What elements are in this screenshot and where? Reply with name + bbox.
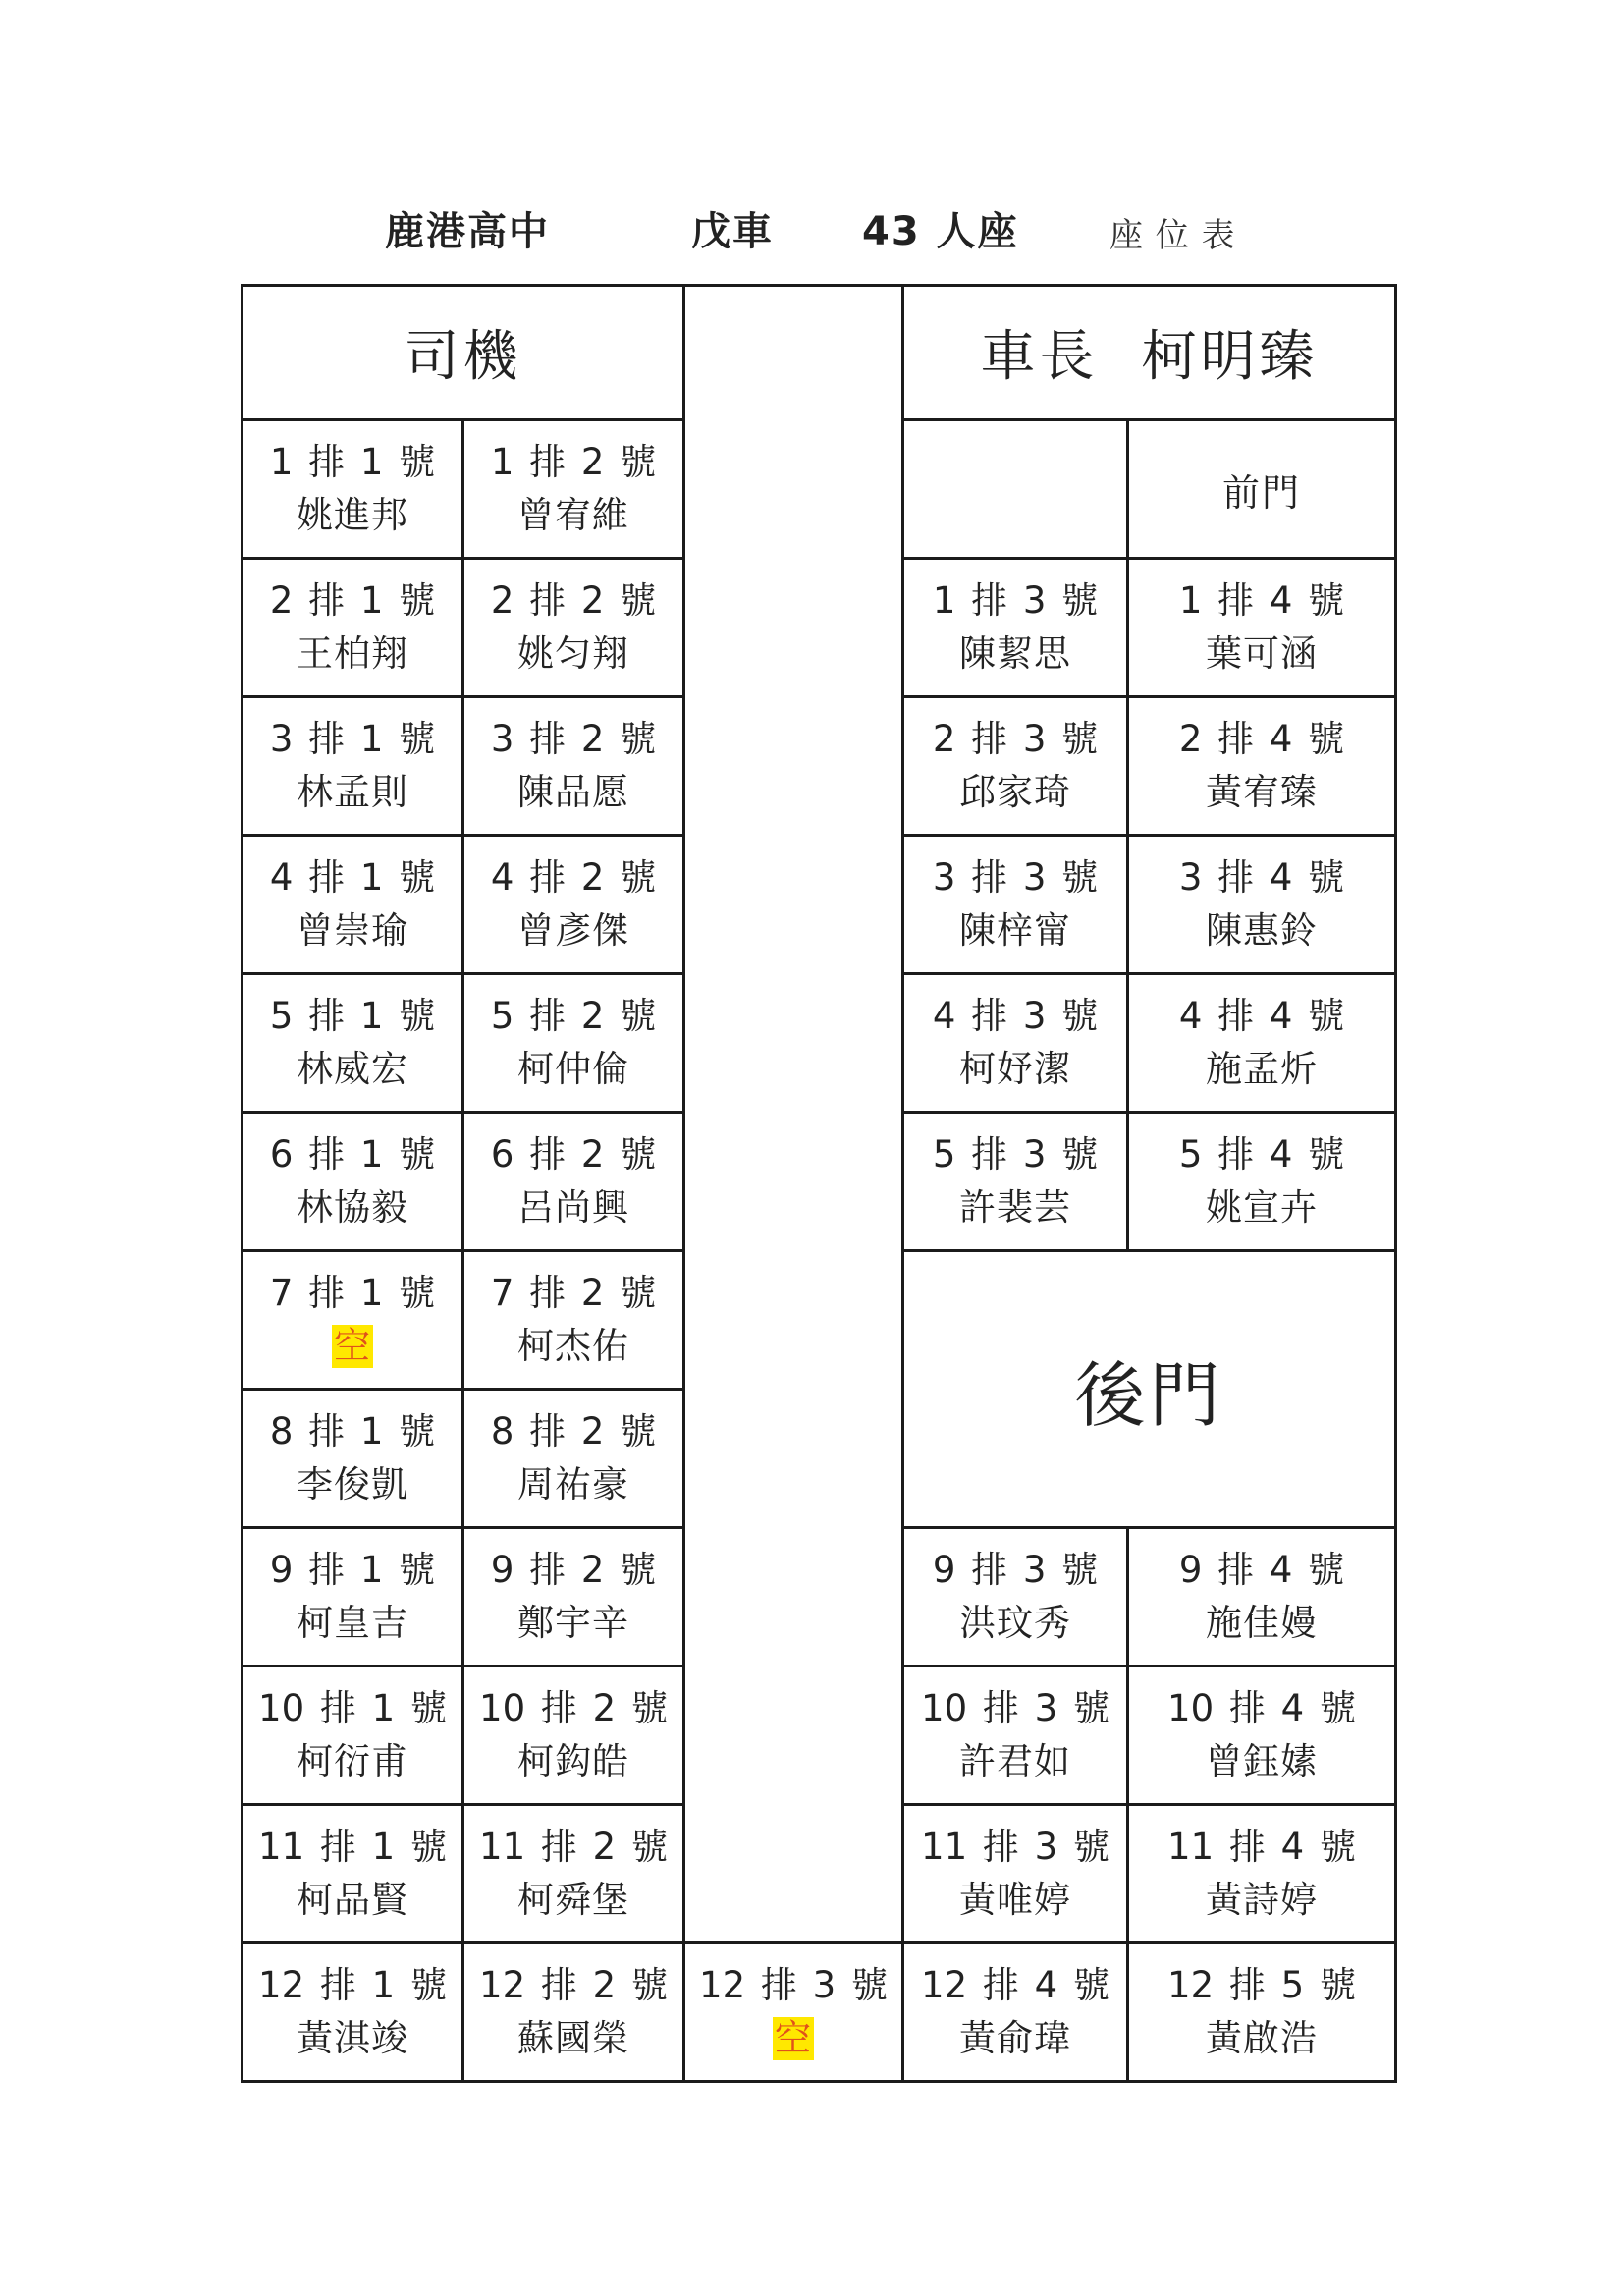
seat-label: 11 排 1 號 [258,1826,447,1868]
passenger-name: 周祐豪 [517,1463,629,1505]
passenger-name: 施孟炘 [1206,1048,1318,1090]
empty-cell [904,421,1126,557]
passenger-name: 邱家琦 [959,771,1071,813]
seat-cell [243,560,461,695]
seat-cell [464,837,682,972]
seat-cell [904,1944,1126,2080]
passenger-name: 洪玟秀 [959,1602,1071,1644]
passenger-name: 黃俞瑋 [959,2017,1071,2059]
passenger-name: 林威宏 [297,1048,408,1090]
passenger-name: 施佳嫚 [1206,1602,1318,1644]
seat-cell [464,1391,682,1526]
driver-label: 司機 [404,325,522,389]
seat-label: 7 排 1 號 [269,1272,436,1314]
seat-cell [1129,837,1394,972]
seat-label: 12 排 3 號 [699,1964,888,2006]
passenger-name: 黃唯婷 [959,1879,1071,1921]
passenger-name: 姚宣卉 [1206,1186,1318,1229]
passenger-name: 姚進邦 [297,494,408,536]
seat-cell [464,1667,682,1803]
seat-cell [1129,1667,1394,1803]
seating-chart [241,284,1397,2083]
driver-cell [243,287,682,418]
seat-cell [1129,1806,1394,1941]
seat-cell [243,1944,461,2080]
seat-cell [904,1667,1126,1803]
passenger-name: 葉可涵 [1206,632,1318,675]
seat-label: 10 排 4 號 [1167,1687,1356,1729]
seat-label: 8 排 2 號 [490,1410,657,1452]
passenger-name: 柯衍甫 [297,1740,408,1782]
passenger-name: 姚匀翔 [517,632,629,675]
seat-cell [243,698,461,834]
seat-label: 2 排 4 號 [1178,718,1345,760]
seat-label: 10 排 1 號 [258,1687,447,1729]
seat-label: 8 排 1 號 [269,1410,436,1452]
passenger-name: 許君如 [959,1740,1071,1782]
seat-cell [1129,1944,1394,2080]
seat-cell [243,1252,461,1388]
seat-cell [464,1252,682,1388]
passenger-name: 柯妤潔 [959,1048,1071,1090]
seat-label: 3 排 3 號 [932,856,1099,899]
seat-label: 4 排 4 號 [1178,995,1345,1037]
passenger-name: 王柏翔 [297,632,408,675]
seat-label: 1 排 4 號 [1178,579,1345,622]
seat-cell [243,1667,461,1803]
seat-label: 5 排 3 號 [932,1133,1099,1175]
seat-label: 2 排 3 號 [932,718,1099,760]
seat-label: 5 排 1 號 [269,995,436,1037]
seat-label: 9 排 3 號 [932,1549,1099,1591]
aisle [685,287,901,1941]
seat-cell [904,1529,1126,1665]
passenger-name: 蘇國榮 [517,2017,629,2059]
passenger-name: 黃淇竣 [297,2017,408,2059]
seat-label: 12 排 1 號 [258,1964,447,2006]
rear-door-cell [904,1252,1394,1526]
seat-cell [464,975,682,1111]
seat-label: 4 排 2 號 [490,856,657,899]
seat-cell [685,1944,901,2080]
passenger-name: 柯杰佑 [517,1325,629,1367]
passenger-name: 柯舜堡 [517,1879,629,1921]
seat-label: 1 排 1 號 [269,441,436,483]
leader-role: 車長 [980,325,1099,389]
passenger-name: 柯品賢 [297,1879,408,1921]
seat-label: 6 排 1 號 [269,1133,436,1175]
seat-cell [1129,1114,1394,1249]
seat-label: 2 排 2 號 [490,579,657,622]
seat-label: 4 排 3 號 [932,995,1099,1037]
seat-label: 11 排 2 號 [479,1826,668,1868]
passenger-name: 曾鈺嫊 [1206,1740,1318,1782]
seat-label: 6 排 2 號 [490,1133,657,1175]
seat-cell [243,1391,461,1526]
seat-label: 9 排 4 號 [1178,1549,1345,1591]
seat-cell [243,1114,461,1249]
passenger-name: 陳梓甯 [959,909,1071,952]
seat-cell [904,1114,1126,1249]
seat-cell [904,560,1126,695]
seat-label: 9 排 2 號 [490,1549,657,1591]
seat-label: 7 排 2 號 [490,1272,657,1314]
seat-cell [1129,698,1394,834]
seat-cell [243,1806,461,1941]
seat-cell [464,560,682,695]
rear-door-label: 後門 [1074,1353,1224,1437]
passenger-name: 曾宥維 [517,494,629,536]
passenger-name: 陳絜思 [959,632,1071,675]
passenger-name: 黃宥臻 [1206,771,1318,813]
passenger-name: 鄭宇辛 [517,1602,629,1644]
seat-cell [243,1529,461,1665]
seat-cell [1129,560,1394,695]
passenger-name: 林孟則 [297,771,408,813]
seat-label: 3 排 2 號 [490,718,657,760]
passenger-name: 柯鈎皓 [517,1740,629,1782]
passenger-name: 林協毅 [297,1186,408,1229]
seat-label: 1 排 3 號 [932,579,1099,622]
passenger-name: 呂尚興 [517,1186,629,1229]
seat-label: 5 排 2 號 [490,995,657,1037]
bus-capacity: 43 人座 [862,209,1019,254]
passenger-name: 柯皇吉 [297,1602,408,1644]
seat-label: 1 排 2 號 [490,441,657,483]
passenger-name: 李俊凱 [297,1463,408,1505]
seat-label: 2 排 1 號 [269,579,436,622]
passenger-name: 黃啟浩 [1206,2017,1318,2059]
vacant-seat-marker: 空 [775,2017,812,2059]
seat-label: 10 排 3 號 [921,1687,1109,1729]
seat-cell [464,1114,682,1249]
passenger-name: 曾彥傑 [517,909,629,952]
seat-cell [243,421,461,557]
school-name: 鹿港高中 [385,209,550,254]
seat-label: 3 排 4 號 [1178,856,1345,899]
seat-label: 12 排 2 號 [479,1964,668,2006]
seat-cell [464,1806,682,1941]
seat-cell [904,1806,1126,1941]
passenger-name: 陳品愿 [517,771,629,813]
leader-name: 柯明臻 [1141,325,1319,389]
seat-label: 12 排 4 號 [921,1964,1109,2006]
leader-cell [904,287,1394,418]
passenger-name: 柯仲倫 [517,1048,629,1090]
document-title: 座 位 表 [1109,216,1236,255]
seat-cell [1129,975,1394,1111]
seat-cell [904,837,1126,972]
front-door-cell [1129,421,1394,557]
seat-cell [464,698,682,834]
bus-name: 戊車 [691,209,774,254]
seat-label: 12 排 5 號 [1167,1964,1356,2006]
seat-cell [904,698,1126,834]
seat-label: 4 排 1 號 [269,856,436,899]
passenger-name: 黃詩婷 [1206,1879,1318,1921]
front-door-label: 前門 [1221,470,1301,515]
seat-cell [464,421,682,557]
passenger-name: 曾崇瑜 [297,909,408,952]
seat-cell [904,975,1126,1111]
seat-label: 5 排 4 號 [1178,1133,1345,1175]
seat-label: 11 排 3 號 [921,1826,1109,1868]
seat-cell [1129,1529,1394,1665]
seat-cell [464,1529,682,1665]
seat-cell [243,837,461,972]
passenger-name: 許裴芸 [959,1186,1071,1229]
seat-label: 9 排 1 號 [269,1549,436,1591]
seat-cell [243,975,461,1111]
seat-cell [464,1944,682,2080]
seat-label: 10 排 2 號 [479,1687,668,1729]
seat-label: 3 排 1 號 [269,718,436,760]
seat-label: 11 排 4 號 [1167,1826,1356,1868]
vacant-seat-marker: 空 [334,1325,371,1367]
passenger-name: 陳惠鈴 [1206,909,1318,952]
